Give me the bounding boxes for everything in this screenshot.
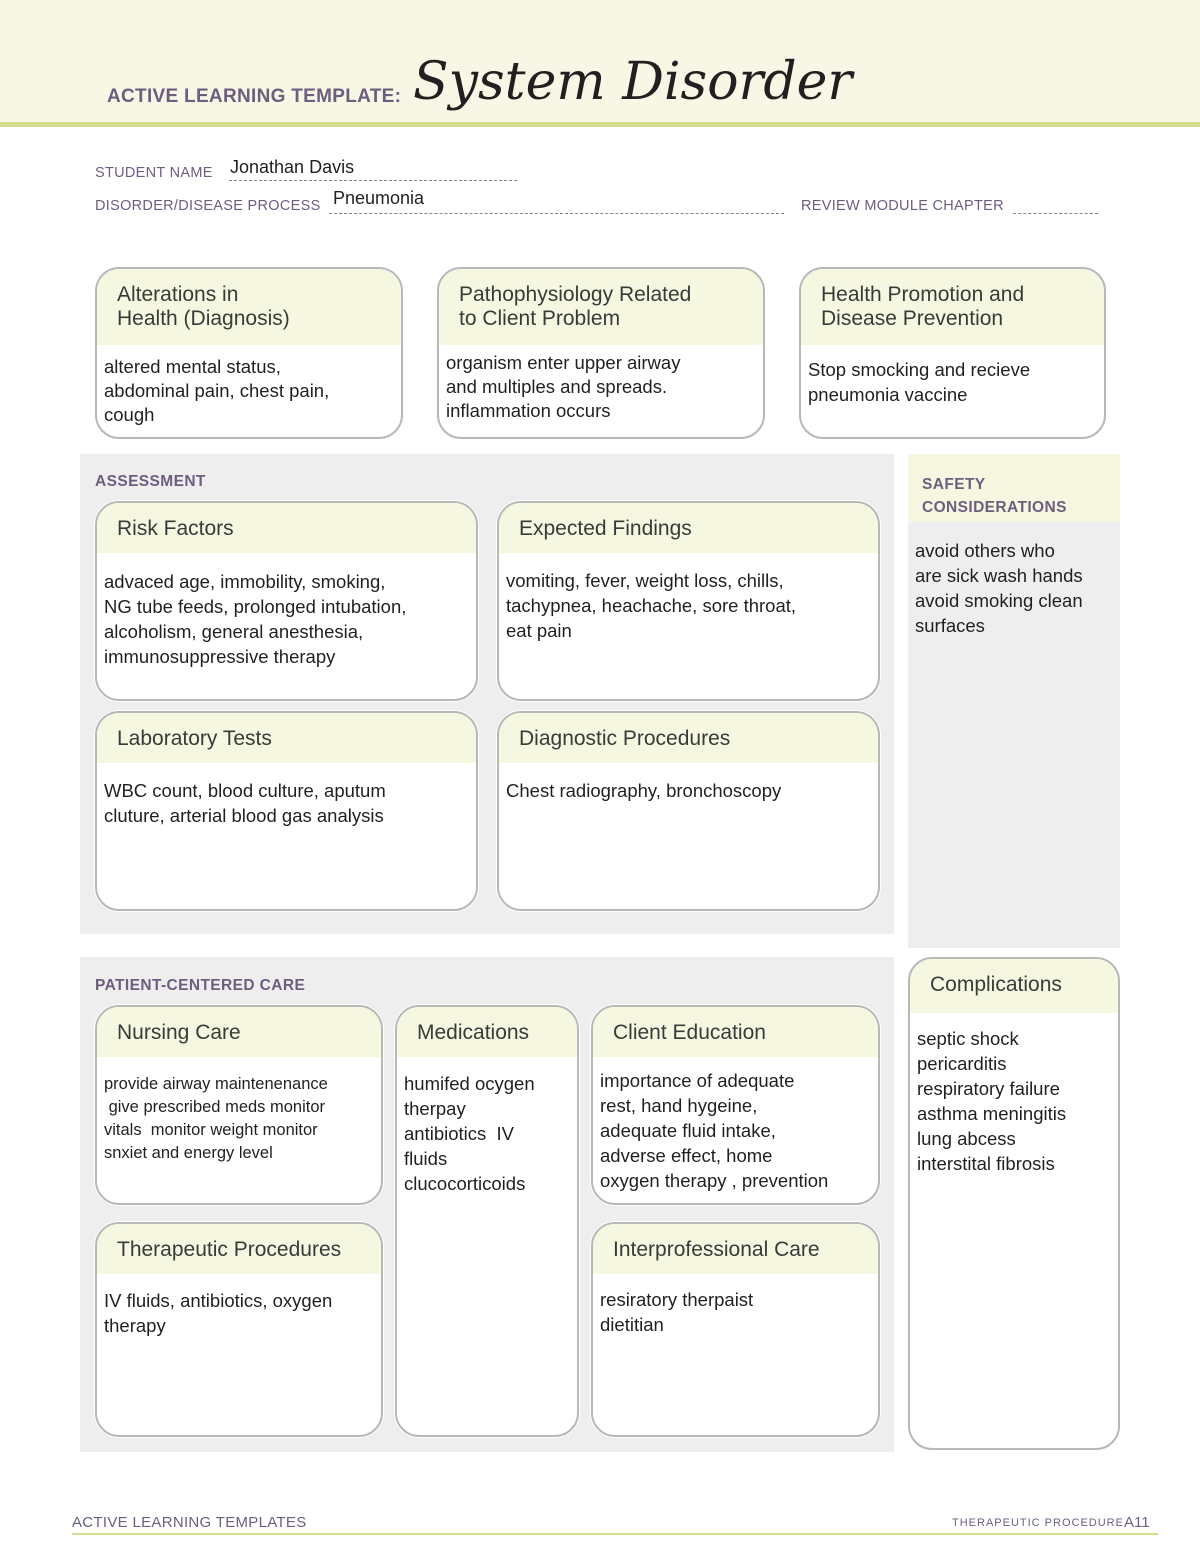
interprofessional-care-box xyxy=(591,1222,880,1437)
expected-findings-box xyxy=(497,501,880,701)
interprofessional-care-title: Interprofessional Care xyxy=(593,1224,878,1274)
risk-factors-box xyxy=(95,501,478,701)
complications-text[interactable]: septic shock pericarditis respiratory failure asthma meningitis lung abcess interstital fibrosis xyxy=(917,1028,1067,1174)
patient-centered-care-heading: PATIENT-CENTERED CARE xyxy=(95,977,306,994)
health-promotion-title: Health Promotion and Disease Prevention xyxy=(801,269,1104,345)
safety-section xyxy=(908,454,1120,948)
complications-box xyxy=(908,957,1120,1450)
safety-text[interactable]: avoid others who are sick wash hands avoid smoking clean surfaces xyxy=(915,540,1083,636)
medications-title: Medications xyxy=(397,1007,577,1057)
risk-factors-text[interactable]: advaced age, immobility, smoking, NG tube feeds, prolonged intubation, alcoholism, general anesthesia, immunosuppressive therapy xyxy=(104,571,407,667)
risk-factors-title: Risk Factors xyxy=(97,503,476,553)
footer-page-number: A11 xyxy=(1124,1514,1150,1531)
student-name-value: Jonathan Davis xyxy=(230,157,355,177)
medications-text[interactable]: humifed ocygen therpay antibiotics IV fluids clucocorticoids xyxy=(404,1073,535,1194)
laboratory-tests-text[interactable]: WBC count, blood culture, aputum cluture, arterial blood gas analysis xyxy=(104,780,386,826)
disorder-value: Pneumonia xyxy=(333,188,425,208)
disorder-label: DISORDER/DISEASE PROCESS xyxy=(95,198,321,214)
complications-title: Complications xyxy=(910,959,1118,1013)
alterations-in-health-title: Alterations in Health (Diagnosis) xyxy=(97,269,401,345)
diagnostic-procedures-box xyxy=(497,711,880,911)
client-education-title: Client Education xyxy=(593,1007,878,1057)
student-name-line[interactable] xyxy=(229,180,517,181)
interprofessional-care-text[interactable]: resiratory therpaist dietitian xyxy=(600,1289,754,1335)
footer-left-label: ACTIVE LEARNING TEMPLATES xyxy=(72,1514,307,1531)
footer-line xyxy=(72,1533,1158,1535)
pathophysiology-box xyxy=(437,267,765,439)
disorder-line[interactable] xyxy=(329,213,784,214)
laboratory-tests-title: Laboratory Tests xyxy=(97,713,476,763)
assessment-heading: ASSESSMENT xyxy=(95,473,206,490)
expected-findings-text[interactable]: vomiting, fever, weight loss, chills, tachypnea, heachache, sore throat, eat pain xyxy=(506,570,797,641)
footer-right-label: THERAPEUTIC PROCEDURE xyxy=(952,1517,1124,1529)
alterations-in-health-box xyxy=(95,267,403,439)
pathophysiology-text[interactable]: organism enter upper airway and multiples and spreads. inflammation occurs xyxy=(446,352,681,421)
nursing-care-text[interactable]: provide airway maintenenance give prescribed meds monitor vitals monitor weight monitor snxiet and energy level xyxy=(104,1075,328,1162)
client-education-text[interactable]: importance of adequate rest, hand hygeine, adequate fluid intake, adverse effect, home oxygen therapy , prevention xyxy=(600,1070,829,1191)
review-module-label: REVIEW MODULE CHAPTER xyxy=(801,198,1004,214)
review-module-line[interactable] xyxy=(1013,213,1098,214)
template-label: ACTIVE LEARNING TEMPLATE: xyxy=(107,86,402,107)
therapeutic-procedures-title: Therapeutic Procedures xyxy=(97,1224,381,1274)
client-education-box xyxy=(591,1005,880,1205)
alterations-in-health-text[interactable]: altered mental status, abdominal pain, chest pain, cough xyxy=(104,356,330,425)
health-promotion-text[interactable]: Stop smocking and recieve pneumonia vaccine xyxy=(808,359,1031,405)
therapeutic-procedures-text[interactable]: IV fluids, antibiotics, oxygen therapy xyxy=(104,1290,333,1336)
nursing-care-box xyxy=(95,1005,383,1205)
expected-findings-title: Expected Findings xyxy=(499,503,878,553)
nursing-care-title: Nursing Care xyxy=(97,1007,381,1057)
medications-box xyxy=(395,1005,579,1437)
diagnostic-procedures-title: Diagnostic Procedures xyxy=(499,713,878,763)
therapeutic-procedures-box xyxy=(95,1222,383,1437)
safety-heading: SAFETY CONSIDERATIONS xyxy=(922,476,1067,516)
health-promotion-box xyxy=(799,267,1106,439)
student-name-label: STUDENT NAME xyxy=(95,165,213,181)
template-title: System Disorder xyxy=(413,52,853,112)
diagnostic-procedures-text[interactable]: Chest radiography, bronchoscopy xyxy=(506,780,782,801)
pathophysiology-title: Pathophysiology Related to Client Problem xyxy=(439,269,763,345)
laboratory-tests-box xyxy=(95,711,478,911)
header-accent-line xyxy=(0,122,1200,127)
